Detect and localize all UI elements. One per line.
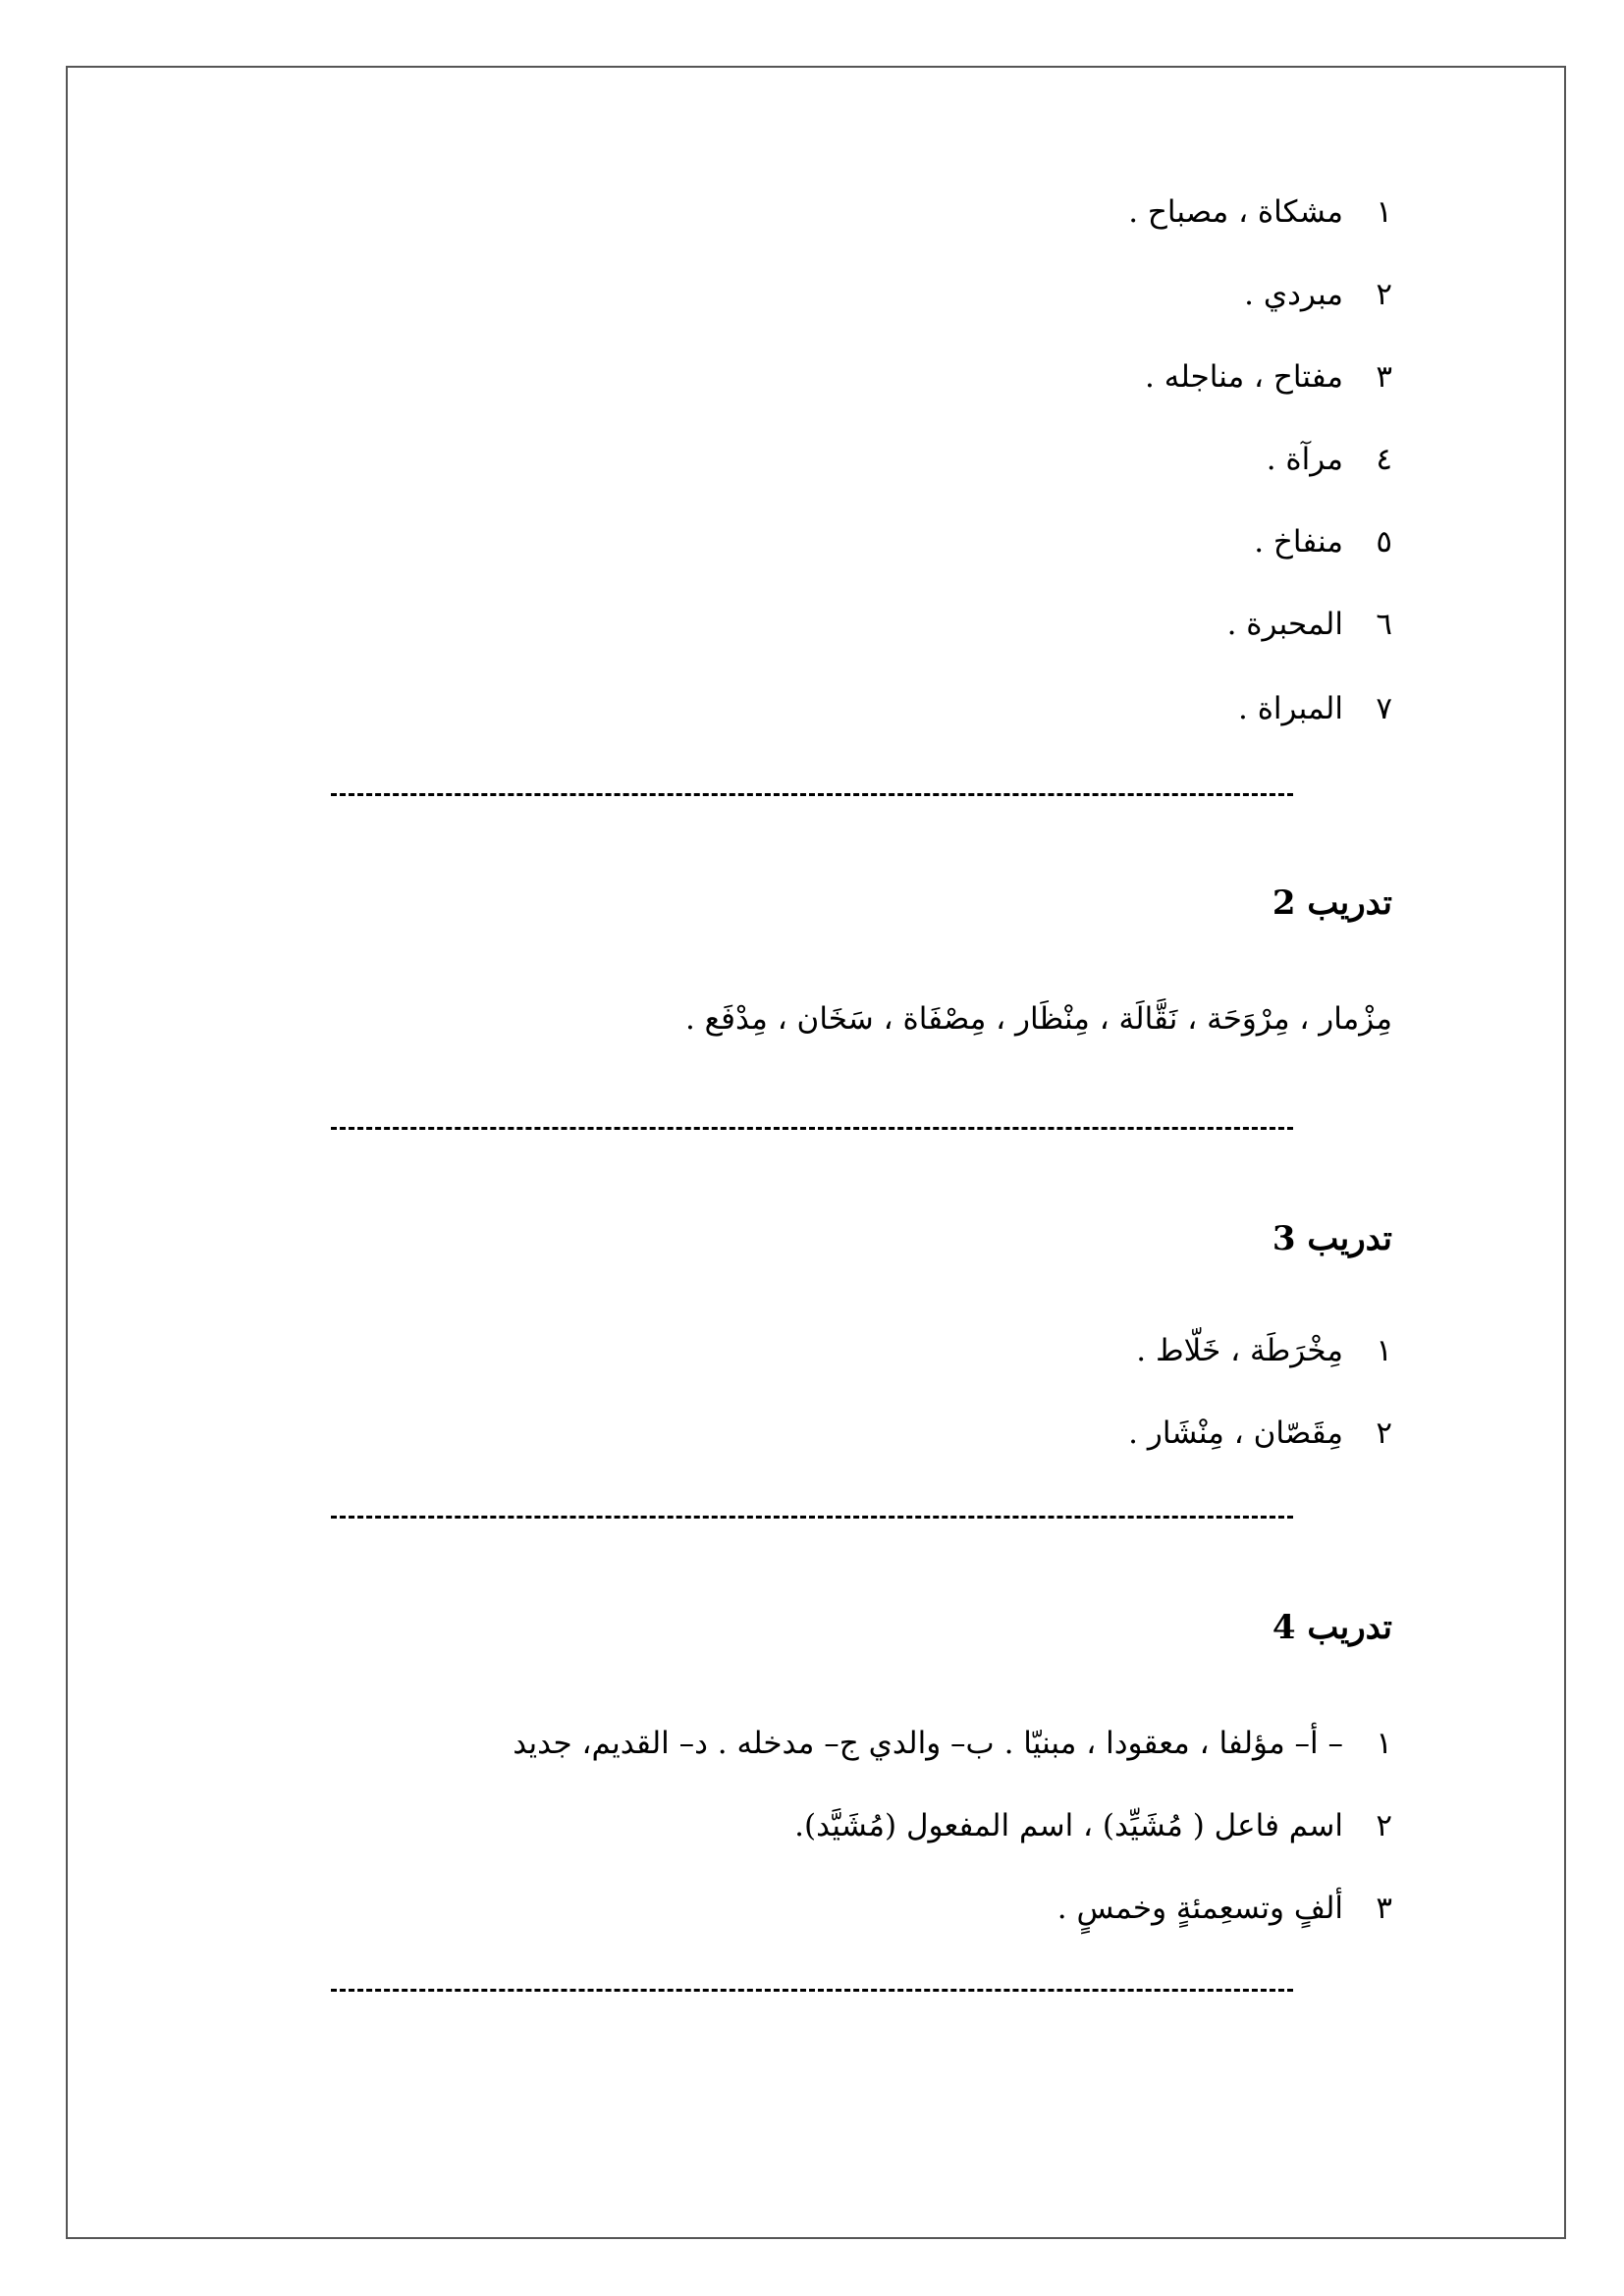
list-item bbox=[1136, 1331, 1392, 1370]
list-item bbox=[1145, 357, 1392, 397]
list-item bbox=[1254, 522, 1392, 561]
list-item bbox=[1244, 275, 1392, 314]
item-number: ٧ bbox=[1376, 691, 1392, 726]
item-text: – أ– مؤلفا ، معقودا ، مبنيّا . ب– والدي ج– مدخله . د– القديم، جديد bbox=[513, 1726, 1343, 1761]
item-number: ١ bbox=[1376, 194, 1392, 230]
item-number: ٢ bbox=[1376, 1808, 1392, 1843]
item-text: المحبرة . bbox=[1226, 607, 1343, 642]
item-text: مشكاة ، مصباح . bbox=[1128, 194, 1343, 230]
item-text: مِقَصّان ، مِنْشَار . bbox=[1128, 1415, 1343, 1451]
exercise-2-text: مِزْمار ، مِرْوَحَة ، نَقَّالَة ، مِنْظَار ، مِصْفَاة ، سَخَان ، مِدْفَع . bbox=[684, 1001, 1392, 1037]
exercise-3-title: تدريب 3 bbox=[1272, 1219, 1392, 1258]
item-text: مفتاح ، مناجله . bbox=[1145, 359, 1343, 395]
list-item bbox=[1227, 605, 1392, 644]
item-number: ٤ bbox=[1376, 442, 1392, 477]
item-text: المبراة . bbox=[1237, 691, 1343, 726]
list-item bbox=[513, 1724, 1392, 1763]
item-number: ٣ bbox=[1376, 1891, 1392, 1926]
item-number: ١ bbox=[1376, 1333, 1392, 1368]
exercise-4-title: تدريب 4 bbox=[1272, 1608, 1392, 1647]
item-number: ٦ bbox=[1376, 607, 1392, 642]
list-item bbox=[1267, 440, 1392, 479]
item-text: مرآة . bbox=[1266, 442, 1343, 477]
item-text: اسم فاعل ( مُشَيِّد) ، اسم المفعول (مُشَيَّد). bbox=[794, 1808, 1343, 1843]
separator-line bbox=[331, 793, 1293, 796]
item-text: ألفٍ وتسعِمئةٍ وخمسٍ . bbox=[1056, 1891, 1343, 1926]
separator-line bbox=[331, 1989, 1293, 1992]
exercise-2-title: تدريب 2 bbox=[1272, 883, 1392, 923]
item-text: منفاخ . bbox=[1254, 524, 1343, 560]
list-item bbox=[1128, 192, 1392, 232]
item-number: ٢ bbox=[1376, 1415, 1392, 1451]
separator-line bbox=[331, 1127, 1293, 1130]
list-item bbox=[1128, 1414, 1392, 1453]
item-number: ١ bbox=[1376, 1726, 1392, 1761]
item-number: ٥ bbox=[1376, 524, 1392, 560]
item-text: مِخْرَطَة ، خَلّاط . bbox=[1136, 1333, 1343, 1368]
list-item bbox=[1057, 1889, 1392, 1928]
list-item bbox=[794, 1806, 1392, 1845]
separator-line bbox=[331, 1516, 1293, 1519]
item-text: مبردي . bbox=[1244, 277, 1343, 312]
item-number: ٢ bbox=[1376, 277, 1392, 312]
list-item bbox=[1238, 689, 1392, 728]
item-number: ٣ bbox=[1376, 359, 1392, 395]
